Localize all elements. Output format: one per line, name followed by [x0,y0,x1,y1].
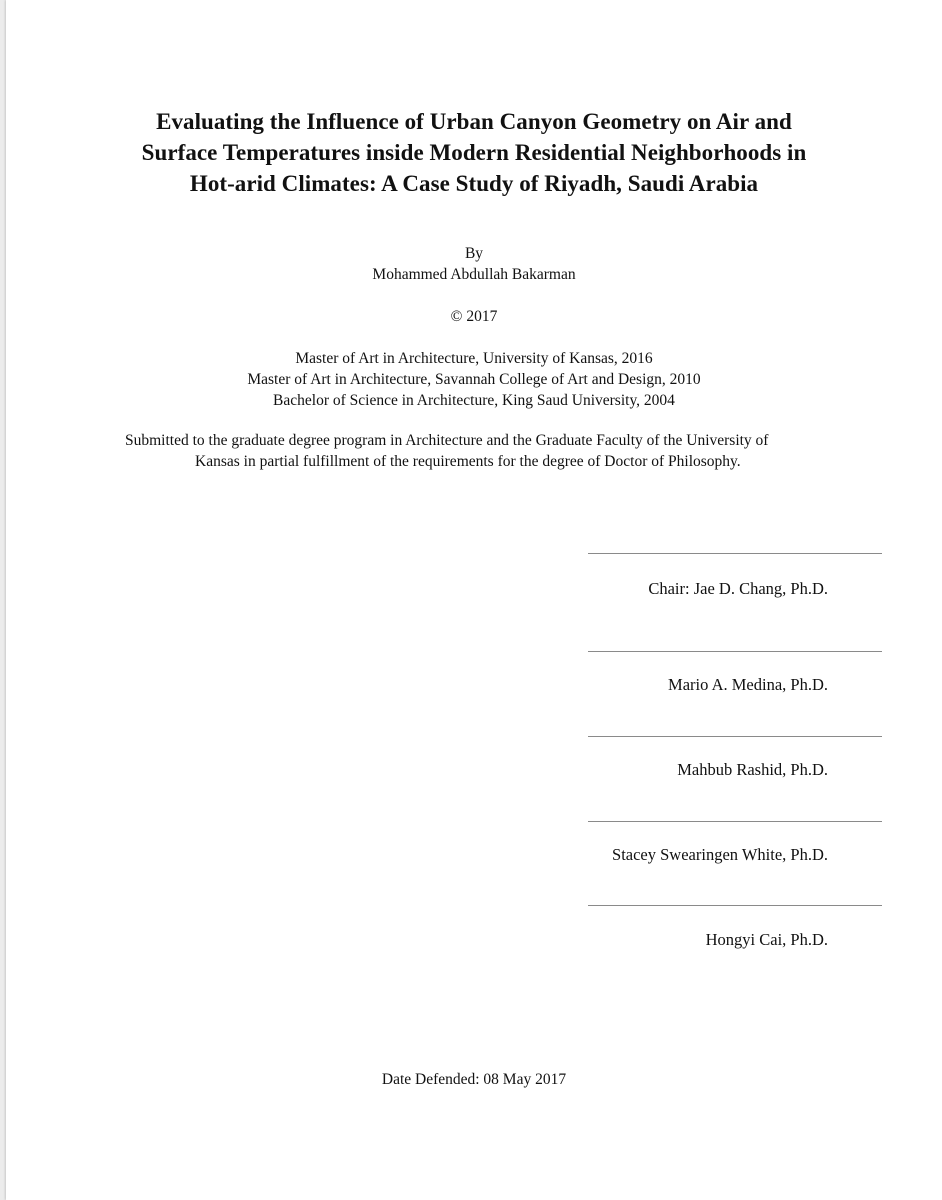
by-label: By [464,245,484,262]
thesis-title [6,106,942,199]
degree-item: Bachelor of Science in Architecture, King Saud University, 2004 [273,392,675,409]
signature-line [588,821,882,822]
committee-member: Mario A. Medina, Ph.D. [668,675,828,694]
submission-statement [125,430,885,472]
signature-line [588,905,882,906]
committee-member: Stacey Swearingen White, Ph.D. [612,845,828,864]
committee-chair: Chair: Jae D. Chang, Ph.D. [648,579,828,598]
submission-line-2: Kansas in partial fulfillment of the requirements for the degree of Doctor of Philosophy. [195,453,741,470]
title-line-3: Hot-arid Climates: A Case Study of Riyadh, Saudi Arabia [189,171,759,196]
signature-line [588,553,882,554]
copyright-notice: © 2017 [450,308,498,325]
degree-list [6,348,942,411]
committee-member: Hongyi Cai, Ph.D. [705,930,828,949]
signature-line [588,651,882,652]
date-defended: Date Defended: 08 May 2017 [381,1071,567,1088]
title-line-2: Surface Temperatures inside Modern Residential Neighborhoods in [141,140,807,165]
title-line-1: Evaluating the Influence of Urban Canyon Geometry on Air and [156,109,792,134]
document-page [6,0,942,1200]
author-name: Mohammed Abdullah Bakarman [372,266,576,283]
submission-line-1: Submitted to the graduate degree program in Architecture and the Graduate Faculty of the University of [125,432,769,449]
signature-line [588,736,882,737]
degree-item: Master of Art in Architecture, Savannah College of Art and Design, 2010 [247,371,701,388]
committee-member: Mahbub Rashid, Ph.D. [677,760,828,779]
degree-item: Master of Art in Architecture, University of Kansas, 2016 [295,350,653,367]
